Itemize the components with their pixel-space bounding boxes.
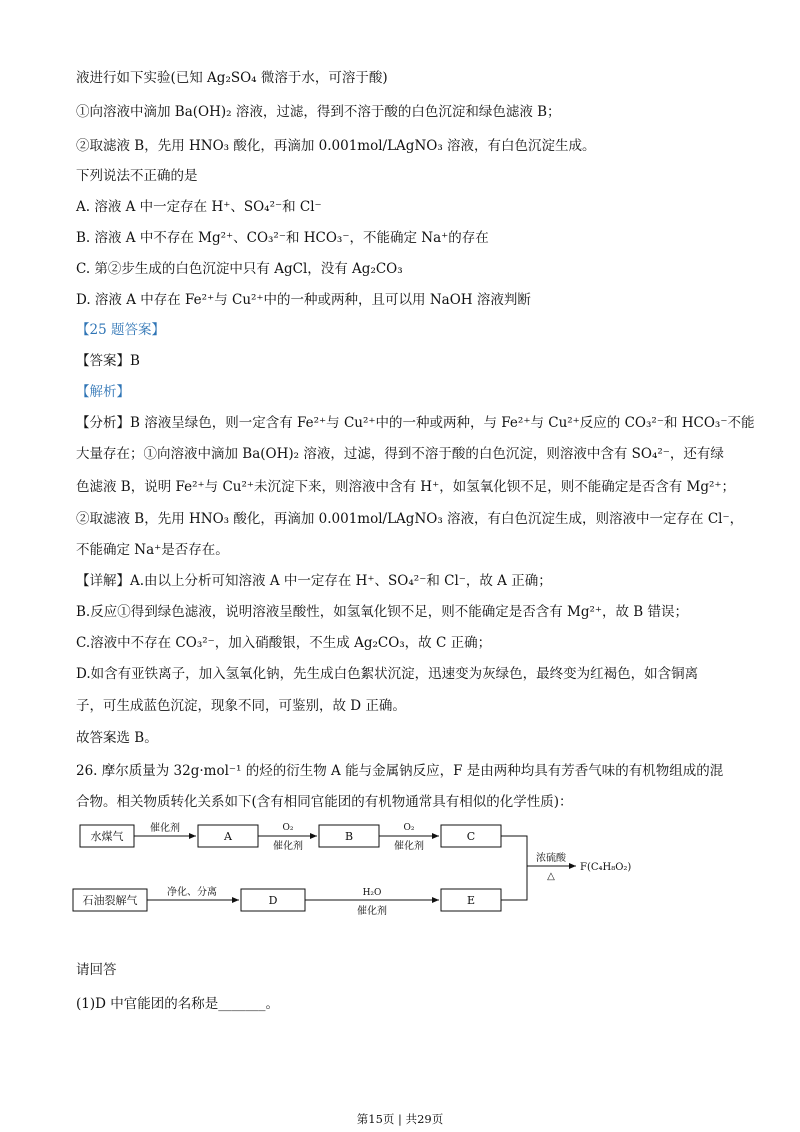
- box-e-label: E: [466, 894, 476, 907]
- merge-line: [501, 836, 527, 900]
- text-line: 液进行如下实验(已知 Ag₂SO₄ 微溶于水，可溶于酸): [76, 70, 388, 86]
- option-d: D. 溶液 A 中存在 Fe²⁺与 Cu²⁺中的一种或两种，且可以用 NaOH 溶液判断: [76, 292, 531, 308]
- arrow-label: O₂: [403, 823, 415, 833]
- option-a: A. 溶液 A 中一定存在 H⁺、SO₄²⁻和 Cl⁻: [76, 199, 322, 215]
- arrow-label: 催化剂: [357, 906, 387, 917]
- option-c: C. 第②步生成的白色沉淀中只有 AgCl，没有 Ag₂CO₃: [76, 261, 403, 277]
- analysis-line: 色滤液 B，说明 Fe²⁺与 Cu²⁺未沉淀下来，则溶液中含有 H⁺，如氢氧化钡不足，则不能确定是否含有 Mg²⁺；: [76, 479, 735, 495]
- box-a-label: A: [224, 830, 232, 843]
- text-line: ①向溶液中滴加 Ba(OH)₂ 溶液，过滤，得到不溶于酸的白色沉淀和绿色滤液 B；: [76, 104, 561, 120]
- page-footer: 第15页 | 共29页: [356, 1112, 444, 1126]
- question-26-line: 26. 摩尔质量为 32g·mol⁻¹ 的烃的衍生物 A 能与金属钠反应，F 是由两种均具有芳香气味的有机物组成的混: [76, 763, 724, 779]
- box-d-label: D: [268, 894, 278, 907]
- arrow-label: O₂: [282, 823, 294, 833]
- arrow-label: 催化剂: [273, 841, 303, 852]
- sub-question-1: (1)D 中官能团的名称是_______。: [76, 996, 279, 1012]
- analysis-line: 【分析】B 溶液呈绿色，则一定含有 Fe²⁺与 Cu²⁺中的一种或两种，与 Fe²⁺与 Cu²⁺反应的 CO₃²⁻和 HCO₃⁻不能: [76, 415, 755, 431]
- analysis-line: 大量存在；①向溶液中滴加 Ba(OH)₂ 溶液，过滤，得到不溶于酸的白色沉淀，则溶液中含有 SO₄²⁻，还有绿: [76, 446, 724, 462]
- arrow-label: △: [547, 871, 555, 882]
- box-cracked-gas-label: 石油裂解气: [82, 894, 138, 907]
- text-line: ②取滤液 B，先用 HNO₃ 酸化，再滴加 0.001mol/LAgNO₃ 溶液，有白色沉淀生成。: [76, 138, 596, 154]
- arrow-label: H₂O: [362, 888, 382, 898]
- reply-prompt: 请回答: [76, 962, 117, 978]
- box-water-gas-label: 水煤气: [90, 830, 124, 843]
- detail-line: 故答案选 B。: [76, 730, 158, 746]
- analysis-line: 不能确定 Na⁺是否存在。: [76, 542, 229, 558]
- arrow-label: 催化剂: [394, 841, 424, 852]
- analysis-line: ②取滤液 B，先用 HNO₃ 酸化，再滴加 0.001mol/LAgNO₃ 溶液，有白色沉淀生成，则溶液中一定存在 Cl⁻，: [76, 511, 744, 527]
- question-26-line: 合物。相关物质转化关系如下(含有相同官能团的有机物通常具有相似的化学性质)：: [76, 794, 573, 810]
- text-line: 下列说法不正确的是: [76, 168, 198, 184]
- box-c-label: C: [466, 830, 476, 843]
- answer-header: 【25 题答案】: [76, 322, 165, 338]
- answer-line: 【答案】B: [76, 353, 140, 369]
- analysis-header: 【解析】: [76, 384, 130, 400]
- arrow-label: 净化、分离: [167, 887, 217, 898]
- detail-line: 【详解】A.由以上分析可知溶液 A 中一定存在 H⁺、SO₄²⁻和 Cl⁻，故 A 正确；: [76, 573, 552, 589]
- detail-line: C.溶液中不存在 CO₃²⁻，加入硝酸银，不生成 Ag₂CO₃，故 C 正确；: [76, 635, 492, 651]
- option-b: B. 溶液 A 中不存在 Mg²⁺、CO₃²⁻和 HCO₃⁻，不能确定 Na⁺的存在: [76, 230, 489, 246]
- product-f-label: F(C₄H₈O₂): [580, 862, 632, 873]
- arrow-label: 催化剂: [150, 823, 180, 834]
- box-b-label: B: [344, 830, 354, 843]
- detail-line: D.如含有亚铁离子，加入氢氧化钠，先生成白色絮状沉淀，迅速变为灰绿色，最终变为红褐色，如含铜离: [76, 666, 699, 682]
- detail-line: 子，可生成蓝色沉淀，现象不同，可鉴别，故 D 正确。: [76, 698, 406, 714]
- detail-line: B.反应①得到绿色滤液，说明溶液呈酸性，如氢氧化钡不足，则不能确定是否含有 Mg²⁺，故 B 错误；: [76, 604, 689, 620]
- arrow-label: 浓硫酸: [536, 853, 566, 864]
